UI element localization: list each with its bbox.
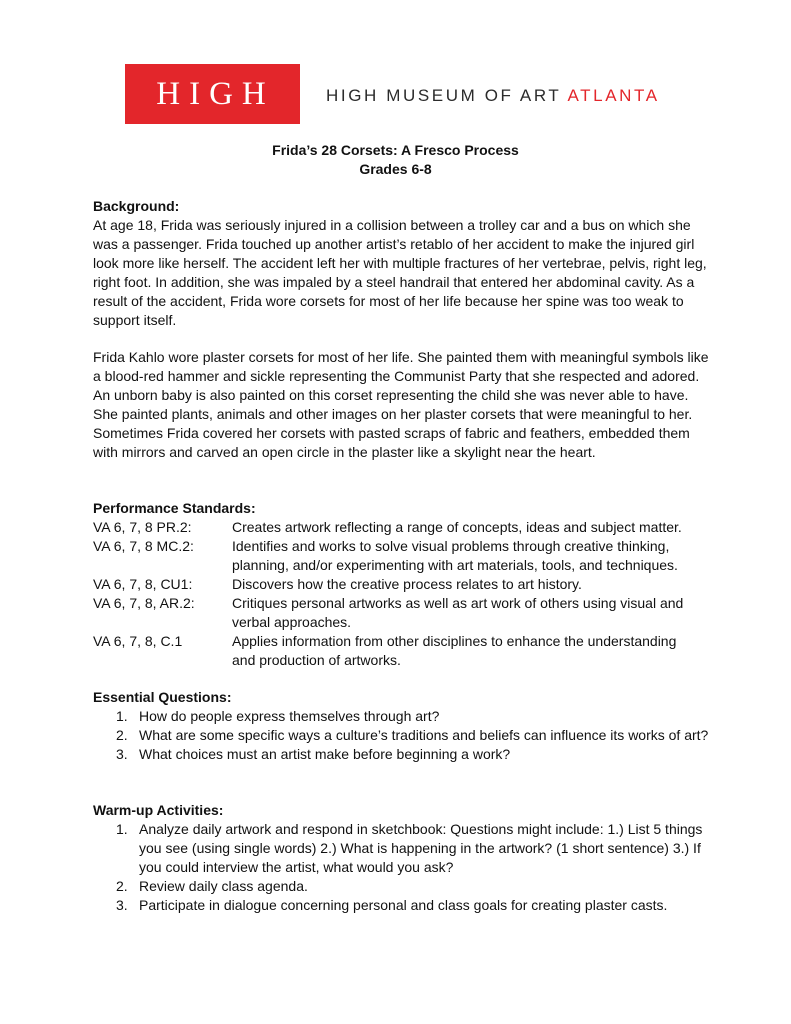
document-title: Frida’s 28 Corsets: A Fresco Process — [272, 142, 519, 158]
list-number: 2. — [116, 727, 128, 743]
standards-heading: Performance Standards: — [93, 500, 256, 516]
standard-text: Discovers how the creative process relates to art history. — [232, 576, 582, 592]
standard-code: VA 6, 7, 8, C.1 — [93, 633, 183, 649]
museum-name — [326, 86, 660, 106]
background-paragraph-1: At age 18, Frida was seriously injured in a collision between a trolley car and a bus on which she was a passenger. Frida touched up another artist’s retablo of her accident to make the injured girl look more like herself. The accident left her with multiple fractures of her vertebrae, pelvis, right leg, right foot. In addition, she was impaled by a steel handrail that entered her abdominal cavity. As a result of the accident, Frida wore corsets for most of her life because her spine was too weak to support itself. — [93, 217, 707, 328]
warmup-section — [93, 801, 713, 915]
list-item — [93, 896, 713, 915]
standard-row — [93, 575, 713, 594]
standard-code: VA 6, 7, 8, AR.2: — [93, 595, 195, 611]
list-item-text: What are some specific ways a culture’s traditions and beliefs can influence its works of art? — [139, 727, 709, 743]
background-heading: Background: — [93, 198, 180, 214]
document-subtitle: Grades 6-8 — [359, 161, 432, 177]
standard-code: VA 6, 7, 8 PR.2: — [93, 519, 192, 535]
background-section-2 — [93, 348, 713, 462]
list-number: 3. — [116, 897, 128, 913]
standard-row — [93, 518, 713, 537]
warmup-list — [93, 820, 713, 915]
background-section — [93, 197, 713, 330]
standard-text: Creates artwork reflecting a range of concepts, ideas and subject matter. — [232, 519, 682, 535]
high-logo — [125, 64, 300, 124]
museum-city: ATLANTA — [567, 86, 660, 105]
standards-section — [93, 499, 713, 670]
list-item-text: Review daily class agenda. — [139, 878, 308, 894]
list-item — [93, 707, 713, 726]
list-item-text: Participate in dialogue concerning personal and class goals for creating plaster casts. — [139, 897, 668, 913]
list-item — [93, 877, 713, 896]
warmup-heading: Warm-up Activities: — [93, 802, 224, 818]
list-item — [93, 820, 713, 877]
list-item-text: What choices must an artist make before beginning a work? — [139, 746, 511, 762]
standard-row — [93, 537, 713, 575]
standard-text: Critiques personal artworks as well as art work of others using visual and verbal approaches. — [232, 595, 684, 630]
essential-questions-heading: Essential Questions: — [93, 689, 232, 705]
essential-questions-list — [93, 707, 713, 764]
list-number: 3. — [116, 746, 128, 762]
list-number: 2. — [116, 878, 128, 894]
list-item — [93, 726, 713, 745]
list-item — [93, 745, 713, 764]
standard-row — [93, 594, 713, 632]
essential-questions-section — [93, 688, 713, 764]
standard-code: VA 6, 7, 8, CU1: — [93, 576, 193, 592]
standard-text: Identifies and works to solve visual problems through creative thinking, planning, and/or experimenting with art materials, tools, and techniques. — [232, 538, 678, 573]
list-item-text: Analyze daily artwork and respond in sketchbook: Questions might include: 1.) List 5 things you see (using single words) 2.) What is happening in the artwork? (1 short sentence) 3.) If you could interview the artist, what would you ask? — [139, 821, 703, 875]
list-number: 1. — [116, 708, 128, 724]
standard-row — [93, 632, 713, 670]
list-number: 1. — [116, 821, 128, 837]
standard-text: Applies information from other disciplines to enhance the understanding and production of artworks. — [232, 633, 677, 668]
logo-text: HIGH — [156, 75, 275, 112]
standard-code: VA 6, 7, 8 MC.2: — [93, 538, 194, 554]
museum-name-text: HIGH MUSEUM OF ART — [326, 86, 562, 105]
list-item-text: How do people express themselves through art? — [139, 708, 440, 724]
background-paragraph-2: Frida Kahlo wore plaster corsets for most of her life. She painted them with meaningful symbols like a blood-red hammer and sickle representing the Communist Party that she respected and adored. An unborn baby is also painted on this corset representing the child she was never able to have. She painted plants, animals and other images on her plaster corsets that were meaningful to her. Sometimes Frida covered her corsets with pasted scraps of fabric and feathers, embedded them with mirrors and carved an open circle in the plaster like a skylight near the heart. — [93, 349, 709, 460]
